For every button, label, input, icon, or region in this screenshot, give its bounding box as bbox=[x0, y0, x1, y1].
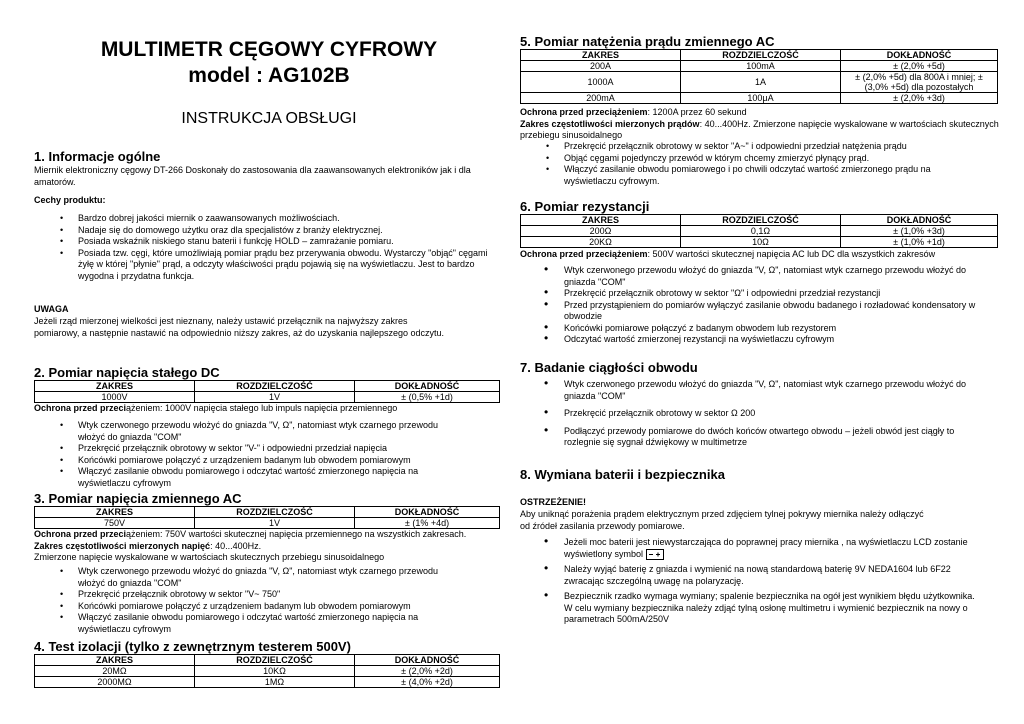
warning-label: UWAGA bbox=[34, 304, 69, 314]
features-list bbox=[34, 213, 500, 282]
section-4-heading: 4. Test izolacji (tylko z zewnętrznym testerem 500V) bbox=[34, 639, 351, 654]
list-item: • Wtyk czerwonego przewodu włożyć do gniazda "V, Ω", natomiast wtyk czarnego przewodu włożyć do gniazda "COM" bbox=[34, 420, 459, 443]
list-item: • Objąć cęgami pojedynczy przewód w którym chcemy zmierzyć płynący prąd. bbox=[520, 153, 980, 165]
table-row: 750V 1V ± (1% +4d) bbox=[35, 518, 500, 529]
ac-steps bbox=[34, 566, 459, 635]
list-item: • Wtyk czerwonego przewodu włożyć do gniazda "V, Ω", natomiast wtyk czarnego przewodu włożyć do gniazda "COM" bbox=[34, 566, 459, 589]
list-item: • Wtyk czerwonego przewodu włożyć do gniazda "V, Ω", natomiast wtyk czarnego przewodu włożyć do gniazda "COM" bbox=[520, 379, 990, 402]
section-1-heading: 1. Informacje ogólne bbox=[34, 149, 161, 164]
battery-icon bbox=[646, 549, 664, 560]
continuity-steps bbox=[520, 379, 990, 449]
ac-current-table: ZAKRES ROZDZIELCZOŚĆ DOKŁADNOŚĆ 200A 100mA ± (2,0% +5d) 1000A 1A ± (2,0% +5d) dla 800A i mniej; ± (3,0% +5d) dla pozostałych 200mA 100μA ± (2,0% +3d) bbox=[520, 49, 998, 104]
insulation-table: ZAKRES ROZDZIELCZOŚĆ DOKŁADNOŚĆ 20MΩ 10KΩ ± (2,0% +2d) 2000MΩ 1MΩ ± (4,0% +2d) bbox=[34, 654, 500, 688]
resistance-table: ZAKRES ROZDZIELCZOŚĆ DOKŁADNOŚĆ 200Ω 0,1Ω ± (1,0% +3d) 20KΩ 10Ω ± (1,0% +1d) bbox=[520, 214, 998, 248]
table-row: 1000V 1V ± (0,5% +1d) bbox=[35, 392, 500, 403]
list-item: • Włączyć zasilanie obwodu pomiarowego i odczytać wartość zmierzonego napięcia na wyświetlaczu cyfrowym bbox=[34, 612, 459, 635]
list-item: • Końcówki pomiarowe połączyć z urządzeniem badanym lub obwodem pomiarowym bbox=[34, 455, 459, 467]
list-item: • Przekręcić przełącznik obrotowy w sektor "A~" i odpowiedni przedział natężenia prądu bbox=[520, 141, 980, 153]
list-item: • Jeżeli moc baterii jest niewystarczająca do poprawnej pracy miernika , na wyświetlaczu LCD zostanie wyświetlony symbol bbox=[520, 537, 980, 560]
list-item: • Włączyć zasilanie obwodu pomiarowego i po chwili odczytać wartość zmierzonego prądu na wyświetlaczu cyfrowym. bbox=[520, 164, 980, 187]
list-item: • Końcówki pomiarowe połączyć z badanym obwodem lub rezystorem bbox=[520, 323, 990, 335]
table-row: 20KΩ 10Ω ± (1,0% +1d) bbox=[521, 237, 998, 248]
list-item: • Przekręcić przełącznik obrotowy w sektor Ω 200 bbox=[520, 408, 990, 420]
list-item: • Nadaje się do domowego użytku oraz dla specjalistów z branży elektrycznej. bbox=[34, 225, 500, 237]
dc-voltage-table: ZAKRES ROZDZIELCZOŚĆ DOKŁADNOŚĆ 1000V 1V ± (0,5% +1d) bbox=[34, 380, 500, 403]
list-item: • Podłączyć przewody pomiarowe do dwóch końców otwartego obwodu – jeżeli obwód jest ciągły to rozlegnie się sygnał dźwiękowy w multimetrze bbox=[520, 426, 990, 449]
list-item: • Przekręcić przełącznik obrotowy w sektor "Ω" i odpowiedni przedział rezystancji bbox=[520, 288, 990, 300]
section-1-intro: Miernik elektroniczny cęgowy DT-266 Doskonały do zastosowania dla zaawansowanych elektroników jak i dla amatorów. bbox=[34, 165, 471, 187]
table-row: 1000A 1A ± (2,0% +5d) dla 800A i mniej; ± (3,0% +5d) dla pozostałych bbox=[521, 72, 998, 93]
list-item: • Włączyć zasilanie obwodu pomiarowego i odczytać wartość zmierzonego napięcia na wyświetlaczu cyfrowym bbox=[34, 466, 459, 489]
battery-warning-text: Aby uniknąć porażenia prądem elektrycznym przed zdjęciem tylnej pokrywy miernika należy odłączyć od źródeł zasilania przewody pomiarowe. bbox=[520, 509, 924, 531]
list-item: • Posiada wskaźnik niskiego stanu baterii i funkcję HOLD – zamrażanie pomiaru. bbox=[34, 236, 500, 248]
table-row: 200Ω 0,1Ω ± (1,0% +3d) bbox=[521, 226, 998, 237]
warning-text: Jeżeli rząd mierzonej wielkości jest nieznany, należy ustawić przełącznik na najwyższy zakres pomiarowy, a następnie nastawić na odpowiednio niższy zakres, aż do uzyskania najlepszego odczytu. bbox=[34, 316, 445, 338]
section-2-heading: 2. Pomiar napięcia stałego DC bbox=[34, 365, 220, 380]
dc-protection: Ochrona przed przeciążeniem: 1000V napięcia stałego lub impuls napięcia przemiennego bbox=[34, 403, 398, 413]
features-label: Cechy produktu: bbox=[34, 195, 106, 205]
current-protection: Ochrona przed przeciążeniem: 1200A przez 60 sekund Zakres częstotliwości mierzonych prądów: 40...400Hz. Zmierzone napięcie wyskalowane w wartościach skutecznych przebiegu sinusoidalnego bbox=[520, 107, 999, 140]
current-steps bbox=[520, 141, 980, 187]
resistance-steps bbox=[520, 265, 990, 346]
list-item: • Przed przystąpieniem do pomiarów wyłączyć zasilanie obwodu badanego i rozładować kondensatory w obwodzie bbox=[520, 300, 990, 323]
section-5-heading: 5. Pomiar natężenia prądu zmiennego AC bbox=[520, 34, 775, 49]
section-3-heading: 3. Pomiar napięcia zmiennego AC bbox=[34, 491, 242, 506]
list-item: • Końcówki pomiarowe połączyć z urządzeniem badanym lub obwodem pomiarowym bbox=[34, 601, 459, 613]
list-item: • Bezpiecznik rzadko wymaga wymiany; spalenie bezpiecznika na ogół jest wynikiem błędu użytkownika. W celu wymiany bezpiecznika należy zdjąć tylną osłonę multimetru i wymienić bezpiecznik na nowy o parametrach 500mA/250V bbox=[520, 591, 980, 626]
table-row: 20MΩ 10KΩ ± (2,0% +2d) bbox=[35, 666, 500, 677]
ac-protection: Ochrona przed przeciążeniem: 750V wartości skutecznej napięcia przemiennego na wszystkich zakresach. Zakres częstotliwości mierzonych napięć: 40...400Hz. Zmierzone napięcie wyskalowane w wartościach skutecznych przebiegu sinusoidalnego bbox=[34, 529, 467, 562]
battery-warning-label: OSTRZEŻENIE! bbox=[520, 497, 587, 507]
dc-steps bbox=[34, 420, 459, 489]
table-row: 200mA 100μA ± (2,0% +3d) bbox=[521, 93, 998, 104]
list-item: • Przekręcić przełącznik obrotowy w sektor "V~ 750" bbox=[34, 589, 459, 601]
table-row: 200A 100mA ± (2,0% +5d) bbox=[521, 61, 998, 72]
table-row: 2000MΩ 1MΩ ± (4,0% +2d) bbox=[35, 677, 500, 688]
battery-steps bbox=[520, 537, 980, 626]
list-item: • Bardzo dobrej jakości miernik o zaawansowanych możliwościach. bbox=[34, 213, 500, 225]
resistance-protection: Ochrona przed przeciążeniem: 500V wartości skutecznej napięcia AC lub DC dla wszystkich zakresów bbox=[520, 249, 936, 259]
ac-voltage-table: ZAKRES ROZDZIELCZOŚĆ DOKŁADNOŚĆ 750V 1V ± (1% +4d) bbox=[34, 506, 500, 529]
list-item: • Posiada tzw. cęgi, które umożliwiają pomiar prądu bez przerywania obwodu. Wystarczy "objąć" cęgami żyłę w której "płynie" prąd, a odczyty właściwości prądu pojawią się na wyświetlaczu. Jest to bardzo wygodna i przydatna funkcja. bbox=[34, 248, 500, 283]
list-item: • Przekręcić przełącznik obrotowy w sektor "V-" i odpowiedni przedział napięcia bbox=[34, 443, 459, 455]
document-title: MULTIMETR CĘGOWY CYFROWY model : AG102B bbox=[100, 38, 438, 87]
list-item: • Odczytać wartość zmierzonej rezystancji na wyświetlaczu cyfrowym bbox=[520, 334, 990, 346]
list-item: • Należy wyjąć baterię z gniazda i wymienić na nową standardową baterię 9V NEDA1604 lub 6F22 zwracając szczególną uwagę na polaryzację. bbox=[520, 564, 980, 587]
section-6-heading: 6. Pomiar rezystancji bbox=[520, 199, 650, 214]
document-subtitle: INSTRUKCJA OBSŁUGI bbox=[181, 110, 357, 127]
section-8-heading: 8. Wymiana baterii i bezpiecznika bbox=[520, 467, 725, 482]
list-item: • Wtyk czerwonego przewodu włożyć do gniazda "V, Ω", natomiast wtyk czarnego przewodu włożyć do gniazda "COM" bbox=[520, 265, 990, 288]
section-7-heading: 7. Badanie ciągłości obwodu bbox=[520, 360, 698, 375]
